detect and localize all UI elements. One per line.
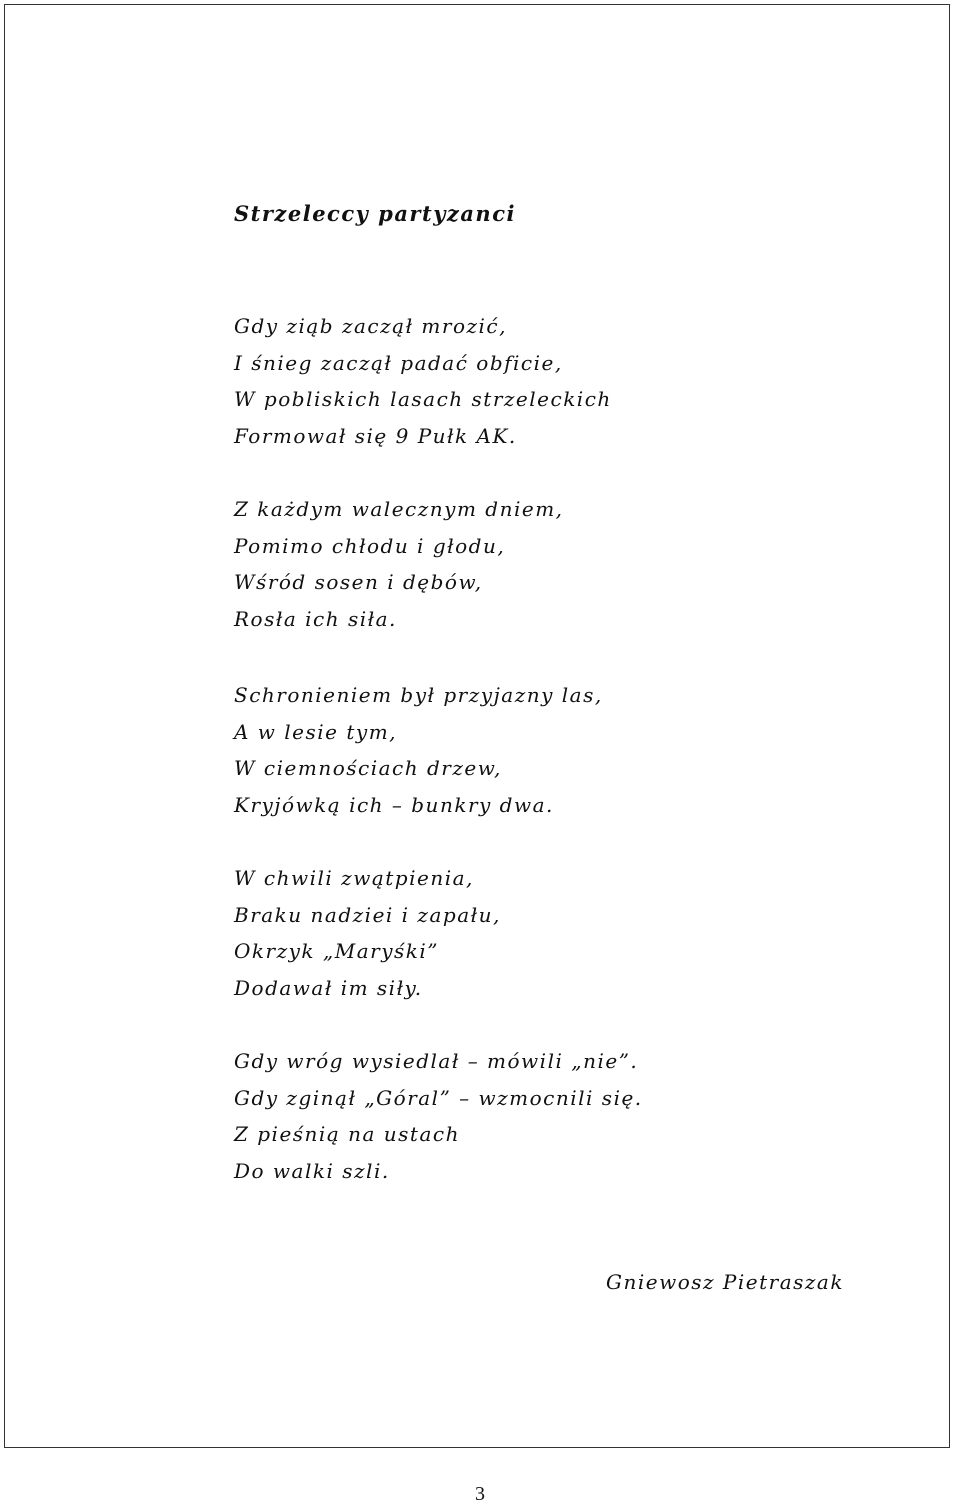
poem-line: Braku nadziei i zapału, — [234, 902, 501, 927]
poem-title: Strzeleccy partyzanci — [234, 201, 516, 226]
poem-line: Z każdym walecznym dniem, — [234, 497, 564, 521]
poem-line: I śnieg zaczął padać obficie, — [234, 350, 563, 375]
poem-line: Gdy zginął „Góral” – wzmocnili się. — [234, 1085, 643, 1110]
poem-line: Kryjówką ich – bunkry dwa. — [234, 792, 554, 817]
stanza-2 — [234, 491, 564, 637]
poem-line: Do walki szli. — [234, 1158, 390, 1183]
poem-line: Wśród sosen i dębów, — [234, 570, 483, 594]
poem-line: Z pieśnią na ustach — [234, 1122, 460, 1146]
page-number: 3 — [475, 1483, 485, 1505]
poem-line: Pomimo chłodu i głodu, — [234, 533, 506, 558]
poem-line: Schronieniem był przyjazny las, — [234, 683, 603, 707]
poem-line: W pobliskich lasach strzeleckich — [234, 387, 612, 411]
poem-line: Rosła ich siła. — [234, 606, 397, 631]
poem-line: Gdy wróg wysiedlał – mówili „nie”. — [234, 1049, 639, 1073]
poem-line: A w lesie tym, — [234, 719, 398, 744]
poem-line: Dodawał im siły. — [234, 975, 423, 1000]
stanza-4 — [234, 860, 501, 1006]
stanza-1 — [234, 308, 612, 454]
poem-line: Formował się 9 Pułk AK. — [234, 423, 517, 448]
poem-author: Gniewosz Pietraszak — [606, 1270, 844, 1294]
poem-line: Gdy ziąb zaczął mrozić, — [234, 314, 507, 338]
poem-line: W ciemnościach drzew, — [234, 756, 502, 780]
stanza-3 — [234, 677, 603, 823]
poem-line: W chwili zwątpienia, — [234, 866, 474, 890]
poem-line: Okrzyk „Maryśki” — [234, 939, 440, 963]
stanza-5 — [234, 1043, 643, 1189]
